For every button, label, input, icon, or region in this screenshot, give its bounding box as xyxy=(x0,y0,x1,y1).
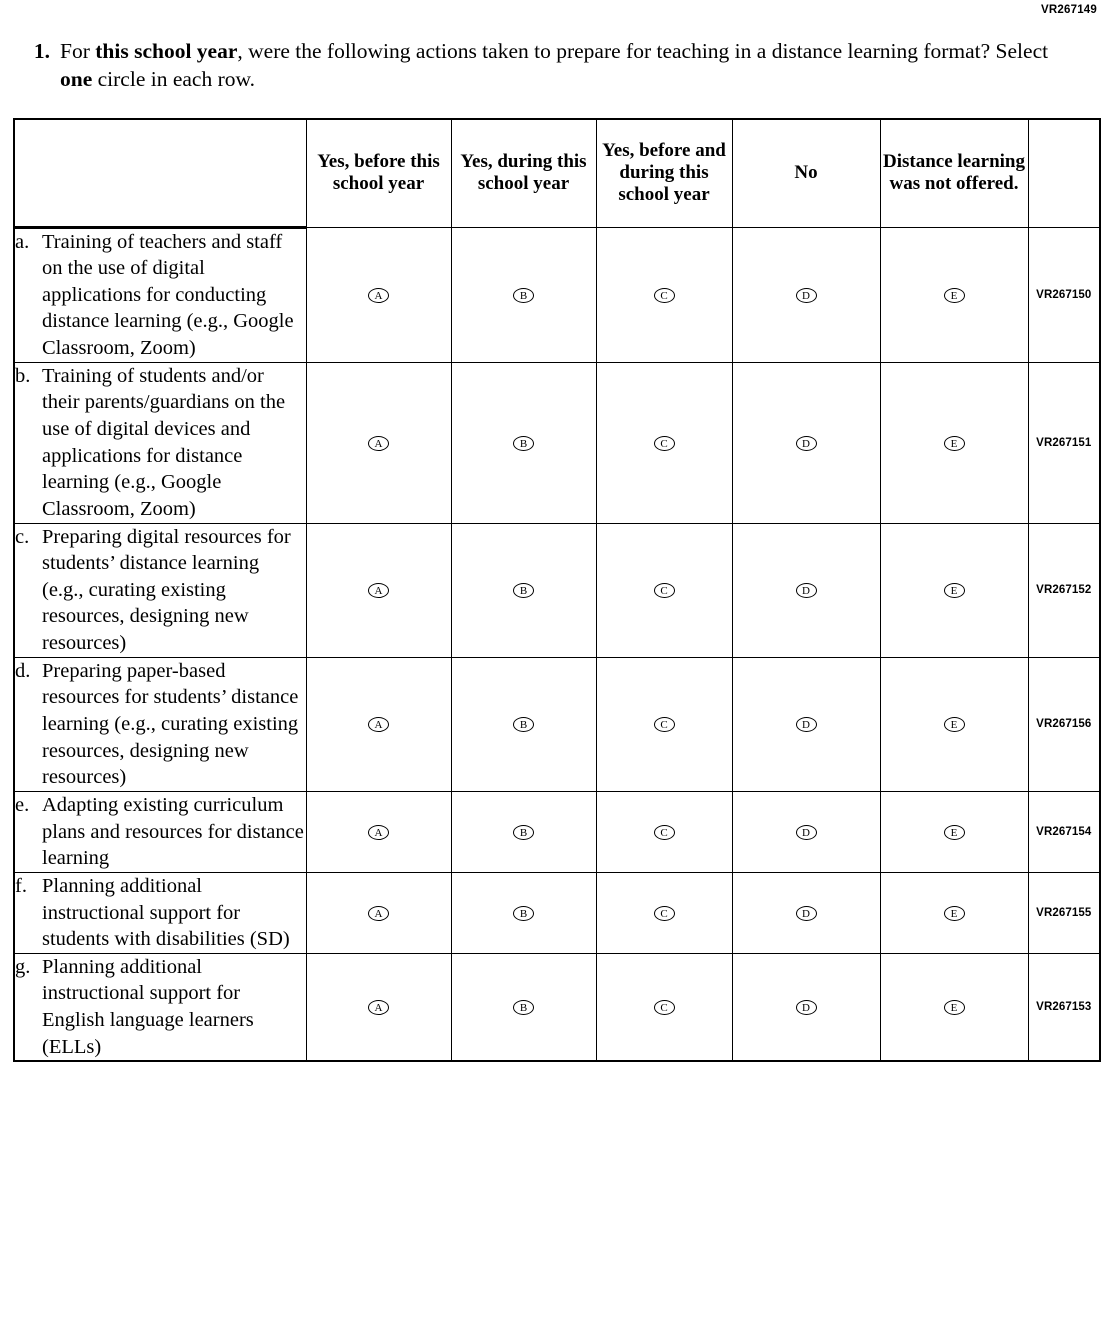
item-text: Preparing paper-based resources for students’ distance learning (e.g., curating existing resources, designing new resources) xyxy=(42,659,299,789)
item-letter: a. xyxy=(15,230,30,253)
table-row xyxy=(14,791,1100,872)
row-code: VR267151 xyxy=(1028,362,1100,523)
row-code: VR267150 xyxy=(1028,227,1100,362)
header-option-c: Yes, before and during this school year xyxy=(596,119,732,227)
option-bubble-d[interactable] xyxy=(732,362,880,523)
option-bubble-d[interactable] xyxy=(732,953,880,1061)
option-bubble-c[interactable] xyxy=(596,362,732,523)
item-letter: f. xyxy=(15,874,27,897)
item-cell xyxy=(14,362,306,523)
header-option-a: Yes, before this school year xyxy=(306,119,451,227)
item-letter: e. xyxy=(15,793,30,816)
header-row xyxy=(14,119,1100,227)
radio-bubble-icon[interactable]: A xyxy=(368,436,389,451)
radio-bubble-icon[interactable]: A xyxy=(368,906,389,921)
radio-bubble-icon[interactable]: E xyxy=(944,583,965,598)
row-code: VR267155 xyxy=(1028,872,1100,953)
option-bubble-a[interactable] xyxy=(306,523,451,657)
item-cell xyxy=(14,872,306,953)
option-bubble-e[interactable] xyxy=(880,362,1028,523)
item-text: Training of teachers and staff on the use of digital applications for conducting distance learning (e.g., Google Classroom, Zoom) xyxy=(42,230,294,360)
radio-bubble-icon[interactable]: E xyxy=(944,436,965,451)
table-row xyxy=(14,362,1100,523)
table-body xyxy=(14,227,1100,1061)
option-bubble-b[interactable] xyxy=(451,227,596,362)
item-letter: b. xyxy=(15,364,31,387)
radio-bubble-icon[interactable]: D xyxy=(796,717,817,732)
table-row xyxy=(14,657,1100,791)
item-letter: c. xyxy=(15,525,30,548)
radio-bubble-icon[interactable]: C xyxy=(654,825,675,840)
question-number: 1. xyxy=(33,39,50,63)
radio-bubble-icon[interactable]: D xyxy=(796,825,817,840)
option-bubble-c[interactable] xyxy=(596,791,732,872)
radio-bubble-icon[interactable]: A xyxy=(368,825,389,840)
radio-bubble-icon[interactable]: C xyxy=(654,906,675,921)
header-option-b: Yes, during this school year xyxy=(451,119,596,227)
item-cell xyxy=(14,791,306,872)
radio-bubble-icon[interactable]: C xyxy=(654,288,675,303)
question-text-bold2: one xyxy=(60,66,93,91)
response-table xyxy=(13,118,1101,1062)
radio-bubble-icon[interactable]: A xyxy=(368,717,389,732)
radio-bubble-icon[interactable]: C xyxy=(654,717,675,732)
header-option-e: Distance learning was not offered. xyxy=(880,119,1028,227)
radio-bubble-icon[interactable]: B xyxy=(513,717,534,732)
option-bubble-c[interactable] xyxy=(596,227,732,362)
radio-bubble-icon[interactable]: D xyxy=(796,906,817,921)
item-text: Preparing digital resources for students’ distance learning (e.g., curating existing resources, designing new resources) xyxy=(42,525,291,655)
radio-bubble-icon[interactable]: B xyxy=(513,906,534,921)
radio-bubble-icon[interactable]: D xyxy=(796,436,817,451)
radio-bubble-icon[interactable]: B xyxy=(513,583,534,598)
option-bubble-b[interactable] xyxy=(451,362,596,523)
item-text: Planning additional instructional support for students with disabilities (SD) xyxy=(42,874,290,951)
option-bubble-d[interactable] xyxy=(732,657,880,791)
table-header xyxy=(14,119,1100,227)
radio-bubble-icon[interactable]: C xyxy=(654,436,675,451)
row-code: VR267152 xyxy=(1028,523,1100,657)
question-text-part3: circle in each row. xyxy=(92,66,256,91)
option-bubble-c[interactable] xyxy=(596,953,732,1061)
option-bubble-b[interactable] xyxy=(451,953,596,1061)
option-bubble-a[interactable] xyxy=(306,362,451,523)
header-code-column xyxy=(1028,119,1100,227)
item-letter: d. xyxy=(15,659,31,682)
option-bubble-c[interactable] xyxy=(596,523,732,657)
radio-bubble-icon[interactable]: A xyxy=(368,1000,389,1015)
option-bubble-b[interactable] xyxy=(451,657,596,791)
option-bubble-e[interactable] xyxy=(880,657,1028,791)
radio-bubble-icon[interactable]: D xyxy=(796,288,817,303)
question-text xyxy=(60,38,1070,94)
row-code: VR267154 xyxy=(1028,791,1100,872)
page-corner-code: VR267149 xyxy=(1041,4,1097,16)
question-block xyxy=(30,38,1070,94)
radio-bubble-icon[interactable]: B xyxy=(513,1000,534,1015)
table-row xyxy=(14,523,1100,657)
option-bubble-a[interactable] xyxy=(306,953,451,1061)
radio-bubble-icon[interactable]: C xyxy=(654,583,675,598)
item-text: Planning additional instructional support for English language learners (ELLs) xyxy=(42,955,254,1058)
header-item-column xyxy=(14,119,306,227)
option-bubble-e[interactable] xyxy=(880,872,1028,953)
item-letter: g. xyxy=(15,955,31,978)
radio-bubble-icon[interactable]: E xyxy=(944,717,965,732)
option-bubble-d[interactable] xyxy=(732,523,880,657)
item-cell xyxy=(14,227,306,362)
option-bubble-a[interactable] xyxy=(306,227,451,362)
radio-bubble-icon[interactable]: D xyxy=(796,583,817,598)
option-bubble-b[interactable] xyxy=(451,791,596,872)
option-bubble-b[interactable] xyxy=(451,872,596,953)
row-code: VR267153 xyxy=(1028,953,1100,1061)
header-option-d: No xyxy=(732,119,880,227)
radio-bubble-icon[interactable]: D xyxy=(796,1000,817,1015)
option-bubble-a[interactable] xyxy=(306,791,451,872)
item-text: Training of students and/or their parents/guardians on the use of digital devices and applications for distance learning (e.g., Google Classroom, Zoom) xyxy=(42,364,286,520)
radio-bubble-icon[interactable]: E xyxy=(944,1000,965,1015)
radio-bubble-icon[interactable]: E xyxy=(944,288,965,303)
question-text-part2: , were the following actions taken to prepare for teaching in a distance learning format? Select xyxy=(237,39,1049,63)
option-bubble-a[interactable] xyxy=(306,657,451,791)
question-text-part1: For xyxy=(60,39,96,63)
item-cell xyxy=(14,523,306,657)
radio-bubble-icon[interactable]: A xyxy=(368,583,389,598)
option-bubble-b[interactable] xyxy=(451,523,596,657)
radio-bubble-icon[interactable]: A xyxy=(368,288,389,303)
option-bubble-c[interactable] xyxy=(596,872,732,953)
option-bubble-d[interactable] xyxy=(732,227,880,362)
radio-bubble-icon[interactable]: E xyxy=(944,906,965,921)
table-row xyxy=(14,227,1100,362)
option-bubble-d[interactable] xyxy=(732,791,880,872)
item-cell xyxy=(14,953,306,1061)
option-bubble-a[interactable] xyxy=(306,872,451,953)
option-bubble-e[interactable] xyxy=(880,791,1028,872)
option-bubble-d[interactable] xyxy=(732,872,880,953)
radio-bubble-icon[interactable]: C xyxy=(654,1000,675,1015)
radio-bubble-icon[interactable]: B xyxy=(513,825,534,840)
radio-bubble-icon[interactable]: E xyxy=(944,825,965,840)
table-row xyxy=(14,953,1100,1061)
option-bubble-e[interactable] xyxy=(880,227,1028,362)
option-bubble-c[interactable] xyxy=(596,657,732,791)
item-cell xyxy=(14,657,306,791)
question-text-bold1: this school year xyxy=(95,39,238,63)
radio-bubble-icon[interactable]: B xyxy=(513,288,534,303)
table-row xyxy=(14,872,1100,953)
radio-bubble-icon[interactable]: B xyxy=(513,436,534,451)
option-bubble-e[interactable] xyxy=(880,523,1028,657)
option-bubble-e[interactable] xyxy=(880,953,1028,1061)
row-code: VR267156 xyxy=(1028,657,1100,791)
item-text: Adapting existing curriculum plans and resources for distance learning xyxy=(42,793,304,870)
